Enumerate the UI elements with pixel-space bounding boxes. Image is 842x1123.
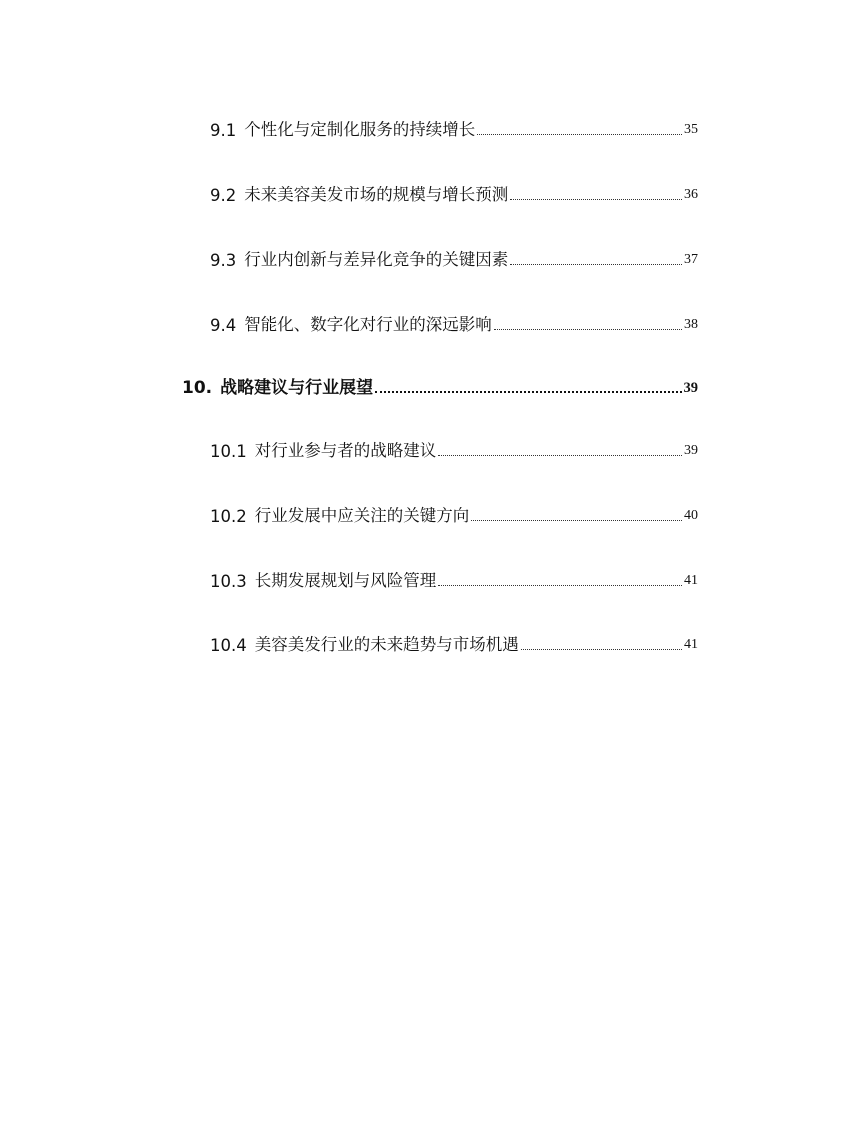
toc-entry-number: 9.1 (210, 121, 237, 140)
toc-entry-page-number: 41 (684, 573, 698, 588)
toc-entry-number: 10.4 (210, 636, 247, 655)
toc-entry-9-1[interactable] (210, 116, 698, 140)
dot-leader (510, 264, 682, 265)
toc-entry-10-2[interactable] (210, 502, 698, 526)
toc-entry-title: 战略建议与行业展望 (220, 378, 374, 398)
toc-entry-page-number: 38 (684, 317, 698, 332)
toc-entry-title: 美容美发行业的未来趋势与市场机遇 (254, 635, 519, 654)
toc-entry-number: 9.3 (210, 251, 237, 270)
toc-entry-title: 行业内创新与差异化竞争的关键因素 (244, 250, 509, 269)
toc-entry-title: 行业发展中应关注的关键方向 (254, 506, 470, 525)
toc-entry-9-4[interactable] (210, 311, 698, 335)
dot-leader (375, 391, 681, 393)
toc-entry-9-3[interactable] (210, 246, 698, 270)
toc-entry-number: 9.4 (210, 316, 237, 335)
dot-leader (438, 585, 682, 586)
toc-entry-chapter-10[interactable] (182, 374, 698, 398)
dot-leader (494, 329, 682, 330)
toc-entry-title: 长期发展规划与风险管理 (254, 571, 437, 590)
toc-entry-page-number: 41 (684, 637, 698, 652)
toc-entry-number: 9.2 (210, 186, 237, 205)
toc-entry-number: 10. (182, 378, 213, 398)
toc-entry-10-4[interactable] (210, 631, 698, 655)
toc-entry-10-1[interactable] (210, 437, 698, 461)
toc-entry-title: 对行业参与者的战略建议 (254, 441, 437, 460)
toc-entry-9-2[interactable] (210, 181, 698, 205)
toc-entry-page-number: 40 (684, 508, 698, 523)
dot-leader (438, 455, 682, 456)
dot-leader (521, 649, 682, 650)
dot-leader (477, 134, 682, 135)
dot-leader (471, 520, 682, 521)
toc-entry-title: 未来美容美发市场的规模与增长预测 (244, 185, 509, 204)
toc-entry-title: 个性化与定制化服务的持续增长 (244, 120, 476, 139)
toc-entry-number: 10.3 (210, 572, 247, 591)
toc-entry-number: 10.2 (210, 507, 247, 526)
toc-entry-title: 智能化、数字化对行业的深远影响 (244, 315, 492, 334)
toc-entry-10-3[interactable] (210, 567, 698, 591)
toc-entry-page-number: 35 (684, 122, 698, 137)
toc-entry-page-number: 37 (684, 252, 698, 267)
dot-leader (510, 199, 682, 200)
toc-entry-page-number: 39 (684, 443, 698, 458)
toc-entry-number: 10.1 (210, 442, 247, 461)
toc-entry-page-number: 39 (683, 379, 698, 396)
toc-entry-page-number: 36 (684, 187, 698, 202)
